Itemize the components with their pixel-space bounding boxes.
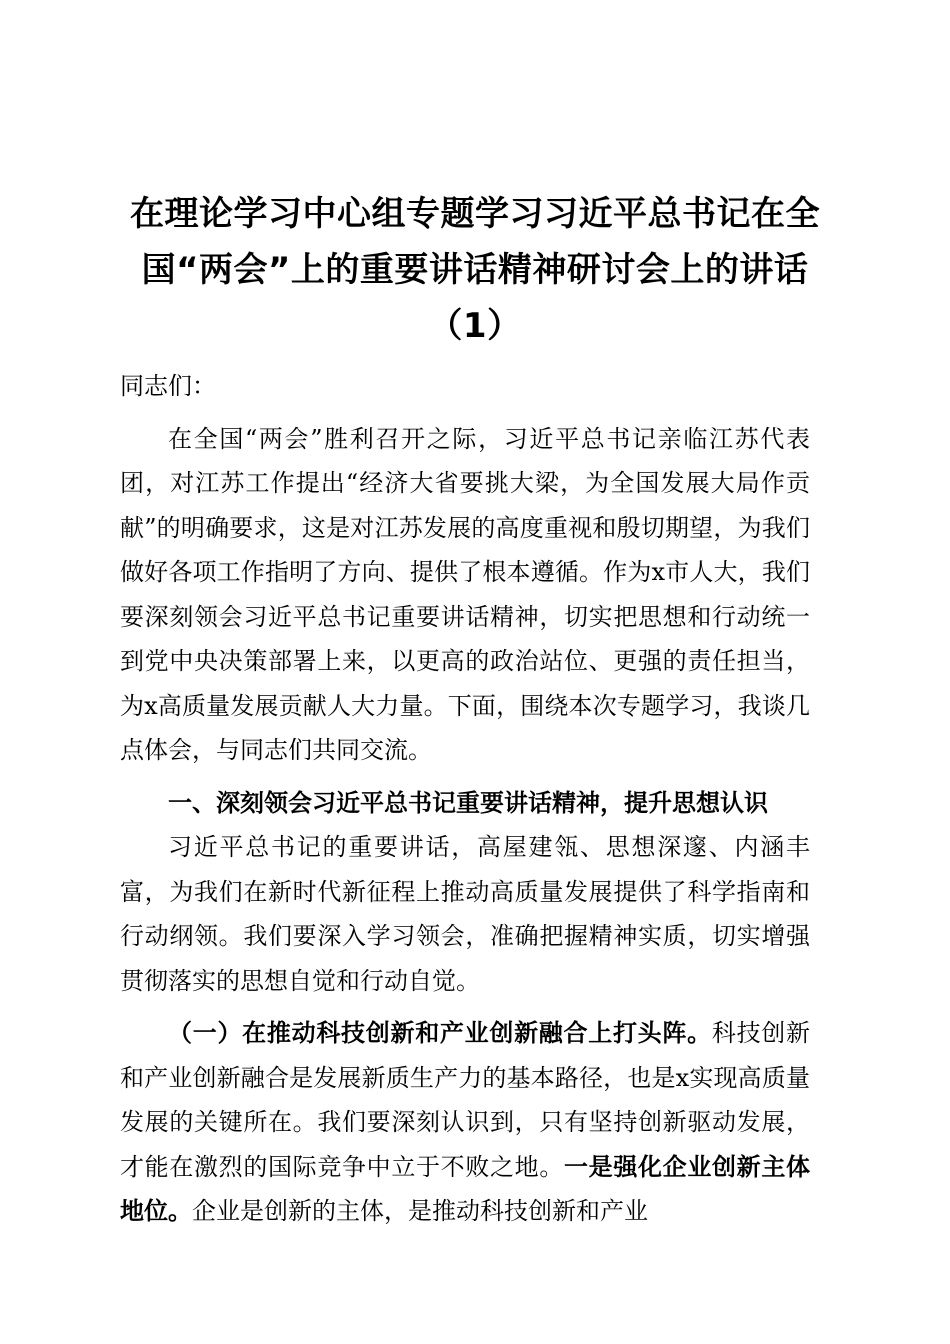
title-line-2: 国“两会”上的重要讲话精神研讨会上的讲话 bbox=[141, 250, 809, 290]
paragraph-section-1: 习近平总书记的重要讲话，高屋建瓴、思想深邃、内涵丰富，为我们在新时代新征程上推动高质量发展提供了科学指南和行动纲领。我们要深入学习领会，准确把握精神实质，切实增强贯彻落实的思想自觉和行动自觉。 bbox=[120, 833, 810, 995]
greeting: 同志们： bbox=[120, 372, 216, 400]
document-body bbox=[120, 364, 810, 1234]
title-line-1: 在理论学习中心组专题学习习近平总书记在全 bbox=[130, 194, 820, 234]
point-1-heading: （一）在推动科技创新和产业创新融合上打头阵。 bbox=[168, 1019, 712, 1047]
point-1-subheading: 一是强化企业创新主体地位。 bbox=[120, 1152, 810, 1225]
section-heading-1: 一、深刻领会习近平总书记重要讲话精神，提升思想认识 bbox=[168, 788, 768, 817]
title-line-3: （1） bbox=[428, 306, 522, 346]
point-1-text-a: 科技创新和产业创新融合是发展新质生产力的基本路径，也是x实现高质量发展的关键所在。我们要深刻认识到，只有坚持创新驱动发展，才能在激烈的国际竞争中立于不败之地。 bbox=[120, 1019, 811, 1181]
document-title bbox=[100, 186, 850, 354]
point-1-text-b: 企业是创新的主体，是推动科技创新和产业 bbox=[192, 1197, 648, 1225]
paragraph-point-1 bbox=[120, 1011, 810, 1234]
paragraph-intro: 在全国“两会”胜利召开之际，习近平总书记亲临江苏代表团，对江苏工作提出“经济大省要挑大梁，为全国发展大局作贡献”的明确要求，这是对江苏发展的高度重视和殷切期望，为我们做好各项工作指明了方向、提供了根本遵循。作为x市人大，我们要深刻领会习近平总书记重要讲话精神，切实把思想和行动统一到党中央决策部署上来，以更高的政治站位、更强的责任担当，为x高质量发展贡献人大力量。下面，围绕本次专题学习，我谈几点体会，与同志们共同交流。 bbox=[120, 424, 810, 764]
